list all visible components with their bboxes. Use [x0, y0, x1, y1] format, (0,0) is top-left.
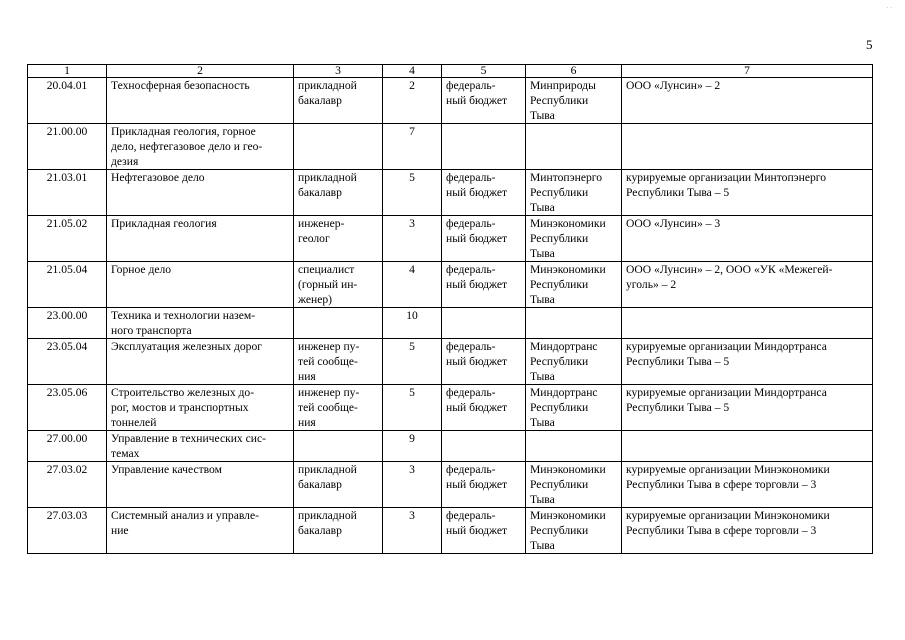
table-row — [28, 216, 873, 262]
cell-code: 21.05.04 — [28, 262, 107, 308]
cell-ministry: Минэкономики Республики Тыва — [526, 508, 622, 554]
cell-ministry — [526, 308, 622, 339]
cell-specialty: Прикладная геология — [107, 216, 294, 262]
cell-employers: курируемые организации Миндортранса Республики Тыва – 5 — [622, 385, 873, 431]
cell-funding: федераль- ный бюджет — [442, 508, 526, 554]
cell-code: 20.04.01 — [28, 78, 107, 124]
cell-ministry: Минэкономики Республики Тыва — [526, 462, 622, 508]
cell-specialty: Управление качеством — [107, 462, 294, 508]
cell-qualification: прикладной бакалавр — [294, 78, 383, 124]
cell-employers: курируемые организации Минтопэнерго Республики Тыва – 5 — [622, 170, 873, 216]
cell-code: 27.03.02 — [28, 462, 107, 508]
table-row — [28, 78, 873, 124]
table-header-row — [28, 65, 873, 78]
cell-employers — [622, 431, 873, 462]
cell-specialty: Техносферная безопасность — [107, 78, 294, 124]
cell-code: 21.03.01 — [28, 170, 107, 216]
cell-funding: федераль- ный бюджет — [442, 78, 526, 124]
cell-code: 21.00.00 — [28, 124, 107, 170]
cell-qualification: инженер пу- тей сообще- ния — [294, 385, 383, 431]
cell-count: 3 — [383, 462, 442, 508]
cell-ministry: Минэкономики Республики Тыва — [526, 262, 622, 308]
table-row — [28, 431, 873, 462]
corner-mark: · · — [886, 4, 893, 12]
cell-count: 7 — [383, 124, 442, 170]
cell-funding: федераль- ный бюджет — [442, 339, 526, 385]
cell-funding — [442, 124, 526, 170]
cell-funding: федераль- ный бюджет — [442, 385, 526, 431]
cell-funding — [442, 431, 526, 462]
cell-employers: курируемые организации Минэкономики Республики Тыва в сфере торговли – 3 — [622, 462, 873, 508]
cell-ministry — [526, 124, 622, 170]
cell-specialty: Системный анализ и управле- ние — [107, 508, 294, 554]
cell-code: 23.05.04 — [28, 339, 107, 385]
column-header: 1 — [28, 65, 107, 78]
cell-employers — [622, 308, 873, 339]
cell-ministry: Минприроды Республики Тыва — [526, 78, 622, 124]
cell-ministry: Минтопэнерго Республики Тыва — [526, 170, 622, 216]
table-row — [28, 170, 873, 216]
cell-funding: федераль- ный бюджет — [442, 462, 526, 508]
cell-code: 23.00.00 — [28, 308, 107, 339]
cell-specialty: Нефтегазовое дело — [107, 170, 294, 216]
cell-qualification — [294, 124, 383, 170]
cell-qualification: инженер- геолог — [294, 216, 383, 262]
cell-employers: курируемые организации Миндортранса Республики Тыва – 5 — [622, 339, 873, 385]
column-header: 6 — [526, 65, 622, 78]
cell-count: 2 — [383, 78, 442, 124]
cell-qualification: прикладной бакалавр — [294, 462, 383, 508]
cell-specialty: Управление в технических сис- темах — [107, 431, 294, 462]
cell-employers: ООО «Лунсин» – 2, ООО «УК «Межегей- уголь» – 2 — [622, 262, 873, 308]
table-row — [28, 508, 873, 554]
cell-ministry — [526, 431, 622, 462]
cell-qualification: прикладной бакалавр — [294, 508, 383, 554]
cell-ministry: Миндортранс Республики Тыва — [526, 339, 622, 385]
cell-specialty: Эксплуатация железных дорог — [107, 339, 294, 385]
cell-ministry: Минэкономики Республики Тыва — [526, 216, 622, 262]
cell-code: 21.05.02 — [28, 216, 107, 262]
cell-count: 5 — [383, 385, 442, 431]
cell-specialty: Прикладная геология, горное дело, нефтегазовое дело и гео- дезия — [107, 124, 294, 170]
cell-qualification: специалист (горный ин- женер) — [294, 262, 383, 308]
cell-count: 5 — [383, 339, 442, 385]
cell-count: 5 — [383, 170, 442, 216]
cell-count: 9 — [383, 431, 442, 462]
table-row — [28, 308, 873, 339]
cell-code: 23.05.06 — [28, 385, 107, 431]
cell-funding: федераль- ный бюджет — [442, 170, 526, 216]
data-table — [27, 64, 873, 554]
cell-funding: федераль- ный бюджет — [442, 262, 526, 308]
cell-employers: ООО «Лунсин» – 3 — [622, 216, 873, 262]
column-header: 7 — [622, 65, 873, 78]
cell-count: 10 — [383, 308, 442, 339]
cell-funding: федераль- ный бюджет — [442, 216, 526, 262]
cell-employers: курируемые организации Минэкономики Республики Тыва в сфере торговли – 3 — [622, 508, 873, 554]
page-number: 5 — [866, 37, 873, 52]
cell-qualification: прикладной бакалавр — [294, 170, 383, 216]
cell-specialty: Горное дело — [107, 262, 294, 308]
column-header: 3 — [294, 65, 383, 78]
cell-count: 3 — [383, 508, 442, 554]
cell-qualification: инженер пу- тей сообще- ния — [294, 339, 383, 385]
column-header: 5 — [442, 65, 526, 78]
table-row — [28, 124, 873, 170]
cell-ministry: Миндортранс Республики Тыва — [526, 385, 622, 431]
cell-qualification — [294, 431, 383, 462]
cell-employers — [622, 124, 873, 170]
table-row — [28, 262, 873, 308]
column-header: 2 — [107, 65, 294, 78]
cell-specialty: Техника и технологии назем- ного транспорта — [107, 308, 294, 339]
cell-count: 4 — [383, 262, 442, 308]
cell-employers: ООО «Лунсин» – 2 — [622, 78, 873, 124]
cell-specialty: Строительство железных до- рог, мостов и транспортных тоннелей — [107, 385, 294, 431]
cell-code: 27.03.03 — [28, 508, 107, 554]
table-row — [28, 385, 873, 431]
cell-count: 3 — [383, 216, 442, 262]
column-header: 4 — [383, 65, 442, 78]
table-row — [28, 462, 873, 508]
table-row — [28, 339, 873, 385]
cell-funding — [442, 308, 526, 339]
cell-code: 27.00.00 — [28, 431, 107, 462]
cell-qualification — [294, 308, 383, 339]
